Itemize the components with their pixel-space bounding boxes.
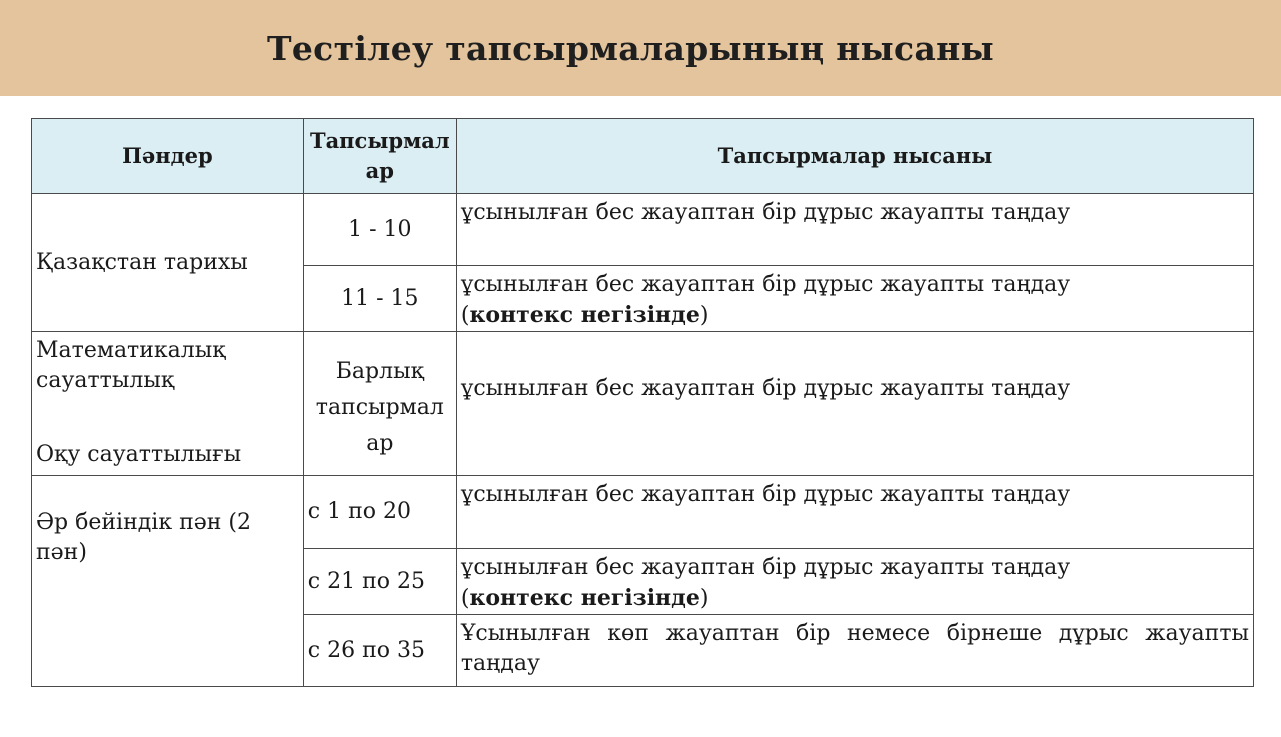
context-close: ) xyxy=(699,586,709,611)
task-format: ұсынылған бес жауаптан бір дұрыс жауапты таңдау xyxy=(456,332,1253,476)
task-format: Ұсынылған көп жауаптан бір немесе бірнеше дұрыс жауапты таңдау xyxy=(456,615,1253,687)
task-format: ұсынылған бес жауаптан бір дұрыс жауапты таңдау xyxy=(456,194,1253,266)
context-note: контекс негізінде xyxy=(469,302,700,328)
context-close: ) xyxy=(699,303,709,328)
task-format-table xyxy=(31,118,1254,687)
task-format-text: ұсынылған бес жауаптан бір дұрыс жауапты таңдау xyxy=(460,555,1071,580)
subject-math: Математикалық сауаттылық xyxy=(36,338,226,393)
table-row xyxy=(32,332,1254,476)
context-note: контекс негізінде xyxy=(469,585,700,611)
column-header-format: Тапсырмалар нысаны xyxy=(456,119,1253,194)
subject-reading: Оқу сауаттылығы xyxy=(36,442,242,467)
subject-history: Қазақстан тарихы xyxy=(32,194,304,332)
task-range: Барлық тапсырмал ар xyxy=(303,332,456,476)
task-format-text: ұсынылған бес жауаптан бір дұрыс жауапты таңдау xyxy=(460,272,1071,297)
task-range: с 26 по 35 xyxy=(303,615,456,687)
title-bar xyxy=(0,0,1281,96)
subject-profile: Әр бейіндік пән (2 пән) xyxy=(32,476,304,687)
context-open: ( xyxy=(460,303,470,328)
task-range: с 1 по 20 xyxy=(303,476,456,549)
context-open: ( xyxy=(460,586,470,611)
table-header-row xyxy=(32,119,1254,194)
column-header-subjects: Пәндер xyxy=(32,119,304,194)
task-range: 1 - 10 xyxy=(303,194,456,266)
table-row xyxy=(32,194,1254,266)
task-range: 11 - 15 xyxy=(303,266,456,332)
column-header-tasks: Тапсырмал ар xyxy=(303,119,456,194)
task-range: с 21 по 25 xyxy=(303,549,456,615)
table-row xyxy=(32,476,1254,549)
task-format xyxy=(456,549,1253,615)
subject-math-reading xyxy=(32,332,304,476)
task-format: ұсынылған бес жауаптан бір дұрыс жауапты таңдау xyxy=(456,476,1253,549)
page-title: Тестілеу тапсырмаларының нысаны xyxy=(267,28,994,68)
task-format xyxy=(456,266,1253,332)
